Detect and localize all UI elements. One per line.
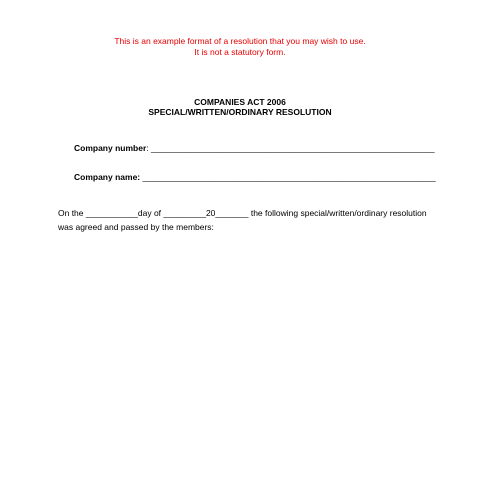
company-number-blank: : ____________________________________________________________ [146,143,435,153]
company-name-field [74,172,436,183]
document-title-resolution: SPECIAL/WRITTEN/ORDINARY RESOLUTION [148,107,332,117]
company-name-label: Company name: [74,172,141,182]
company-number-label: Company number [74,143,147,153]
resolution-statement-line-2: was agreed and passed by the members: [58,222,214,232]
example-notice-line-2: It is not a statutory form. [194,47,286,57]
company-name-blank: ______________________________________________________________ [140,172,436,182]
resolution-statement-line-1: On the ___________day of _________20_______ the following special/written/ordinary resolution [58,208,427,218]
document-title-act: COMPANIES ACT 2006 [194,97,286,107]
company-number-field [74,143,435,154]
example-notice-line-1: This is an example format of a resolution that you may wish to use. [114,36,366,46]
